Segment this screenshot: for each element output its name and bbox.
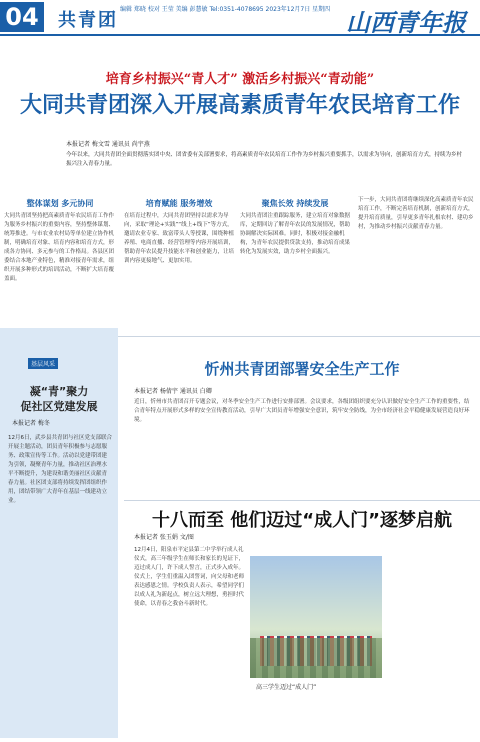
top-story-col2 <box>124 196 234 332</box>
top-story-headline: 大同共青团深入开展高素质青年农民培育工作 <box>19 93 460 118</box>
story3-byline: 本报记者 张玉娟 文/图 <box>134 534 194 541</box>
top-story-col3 <box>240 196 350 332</box>
top-story-kicker: 培育乡村振兴“青人才” 激活乡村振兴“青动能” <box>105 72 375 87</box>
sidebar-badge: 基层风采 <box>28 358 58 369</box>
top-story-col4 <box>358 196 476 332</box>
col2-text: 在培育过程中，大同共青团坚持以需求为导向，采取“理论+实践”“线上+线下”等方式，邀请农业专家、致富带头人等授课，围绕种植养殖、电商直播、经营管理等内容开展培训，帮助青年农民提升技能水平和创业能力，让培训内容更接地气、更加实用。 <box>124 213 234 264</box>
masthead-meta: 编辑 郑晓 校对 王莹 美编 彭慧敏 Tel:0351-4078695 2023年12月7日 星期四 <box>120 6 331 13</box>
col3-text: 大同共青团注重跟踪服务，建立培育对象数据库，定期回访了解青年农民的发展情况，帮助协调解决实际困难。同时，积极对接金融机构，为青年农民提供贷款支持，推动培育成果转化为发展实效，助力乡村全面振兴。 <box>240 213 350 255</box>
sidebar-byline: 本报记者 梅冬 <box>12 420 50 427</box>
section-title: 共青团 <box>58 10 118 31</box>
photo-caption: 高三学生迈过“成人门” <box>256 684 317 691</box>
sidebar-title <box>0 384 118 414</box>
subhead-1: 整体谋划 多元协同 <box>26 199 94 208</box>
col4-text: 下一步，大同共青团将继续深化高素质青年农民培育工作，不断完善培育机制，创新培育方式，提升培育质量，引导更多青年扎根农村、建功乡村，为推动乡村振兴贡献青春力量。 <box>358 197 474 230</box>
subhead-3: 聚焦长效 持续发展 <box>261 199 329 208</box>
story3-body: 12月4日，阳泉市平定县第二中学举行成人礼仪式，高三年级学生在师长和家长的见证下，迈过成人门，许下成人誓言，正式步入成年。仪式上，学生们重温入团誓词，向父母和老师表达感恩之情。学校负责人表示，希望同学们以成人礼为新起点，树立远大理想，勇担时代使命，以青春之我奋斗新时代。 <box>134 547 244 607</box>
story2-byline: 本报记者 杨倩宇 通讯员 白卿 <box>134 388 212 395</box>
top-story-byline: 本报记者 梅文雪 通讯员 尚宇燕 <box>66 141 150 148</box>
newspaper-logo: 山西青年报 <box>346 8 466 37</box>
top-story-col1 <box>4 196 116 332</box>
page-number: 04 <box>0 2 44 32</box>
story2-headline: 忻州共青团部署安全生产工作 <box>204 360 400 378</box>
story3-headline: 十八而至 他们迈过“成人门”逐梦启航 <box>152 510 452 531</box>
masthead-rule <box>0 0 480 36</box>
story-divider <box>124 500 480 501</box>
col1-text: 大同共青团坚持把高素质青年农民培育工作作为服务乡村振兴的重要内容，坚持整体谋划、统筹推进。与市农业农村局等单位建立协作机制，明确培育对象、培育内容和培育方式，形成各方协同、多元参与的工作格局。各县区团委结合本地产业特色，精准对接青年需求，组织开展多种形式的培训活动，不断扩大培育覆盖面。 <box>4 213 115 282</box>
top-story-lead: 今年以来，大同共青团全面贯彻落实团中央、团省委有关部署要求，将高素质青年农民培育工作作为乡村振兴重要抓手，以需求为导向，创新培育方式，持续为乡村振兴注入青春力量。 <box>66 152 463 167</box>
subhead-2: 培育赋能 服务增效 <box>145 199 213 208</box>
sidebar-title-line1: 凝“青”聚力 <box>29 385 89 398</box>
photo-trees <box>250 638 382 678</box>
story2-body: 近日，忻州市共青团召开专题会议，对冬季安全生产工作进行安排部署。会议要求，各级团组织要充分认识做好安全生产工作的重要性，结合青年特点开展形式多样的安全宣传教育活动，引导广大团员青年增强安全意识，筑牢安全防线，为全市经济社会平稳健康发展营造良好环境。 <box>134 399 470 423</box>
sidebar-body: 12月6日，武乡县共青团与社区党支部联合开展主题活动，团员青年积极参与志愿服务、政策宣传等工作。活动以党建带团建为引领，凝聚青年力量，推动社区治理水平不断提升，为建设和谐美丽社区贡献青春力量。社区团支部将持续发挥团组织作用，团结带领广大青年在基层一线建功立业。 <box>8 435 112 504</box>
sidebar-title-line2: 促社区党建发展 <box>20 400 98 413</box>
ceremony-photo <box>250 556 382 678</box>
